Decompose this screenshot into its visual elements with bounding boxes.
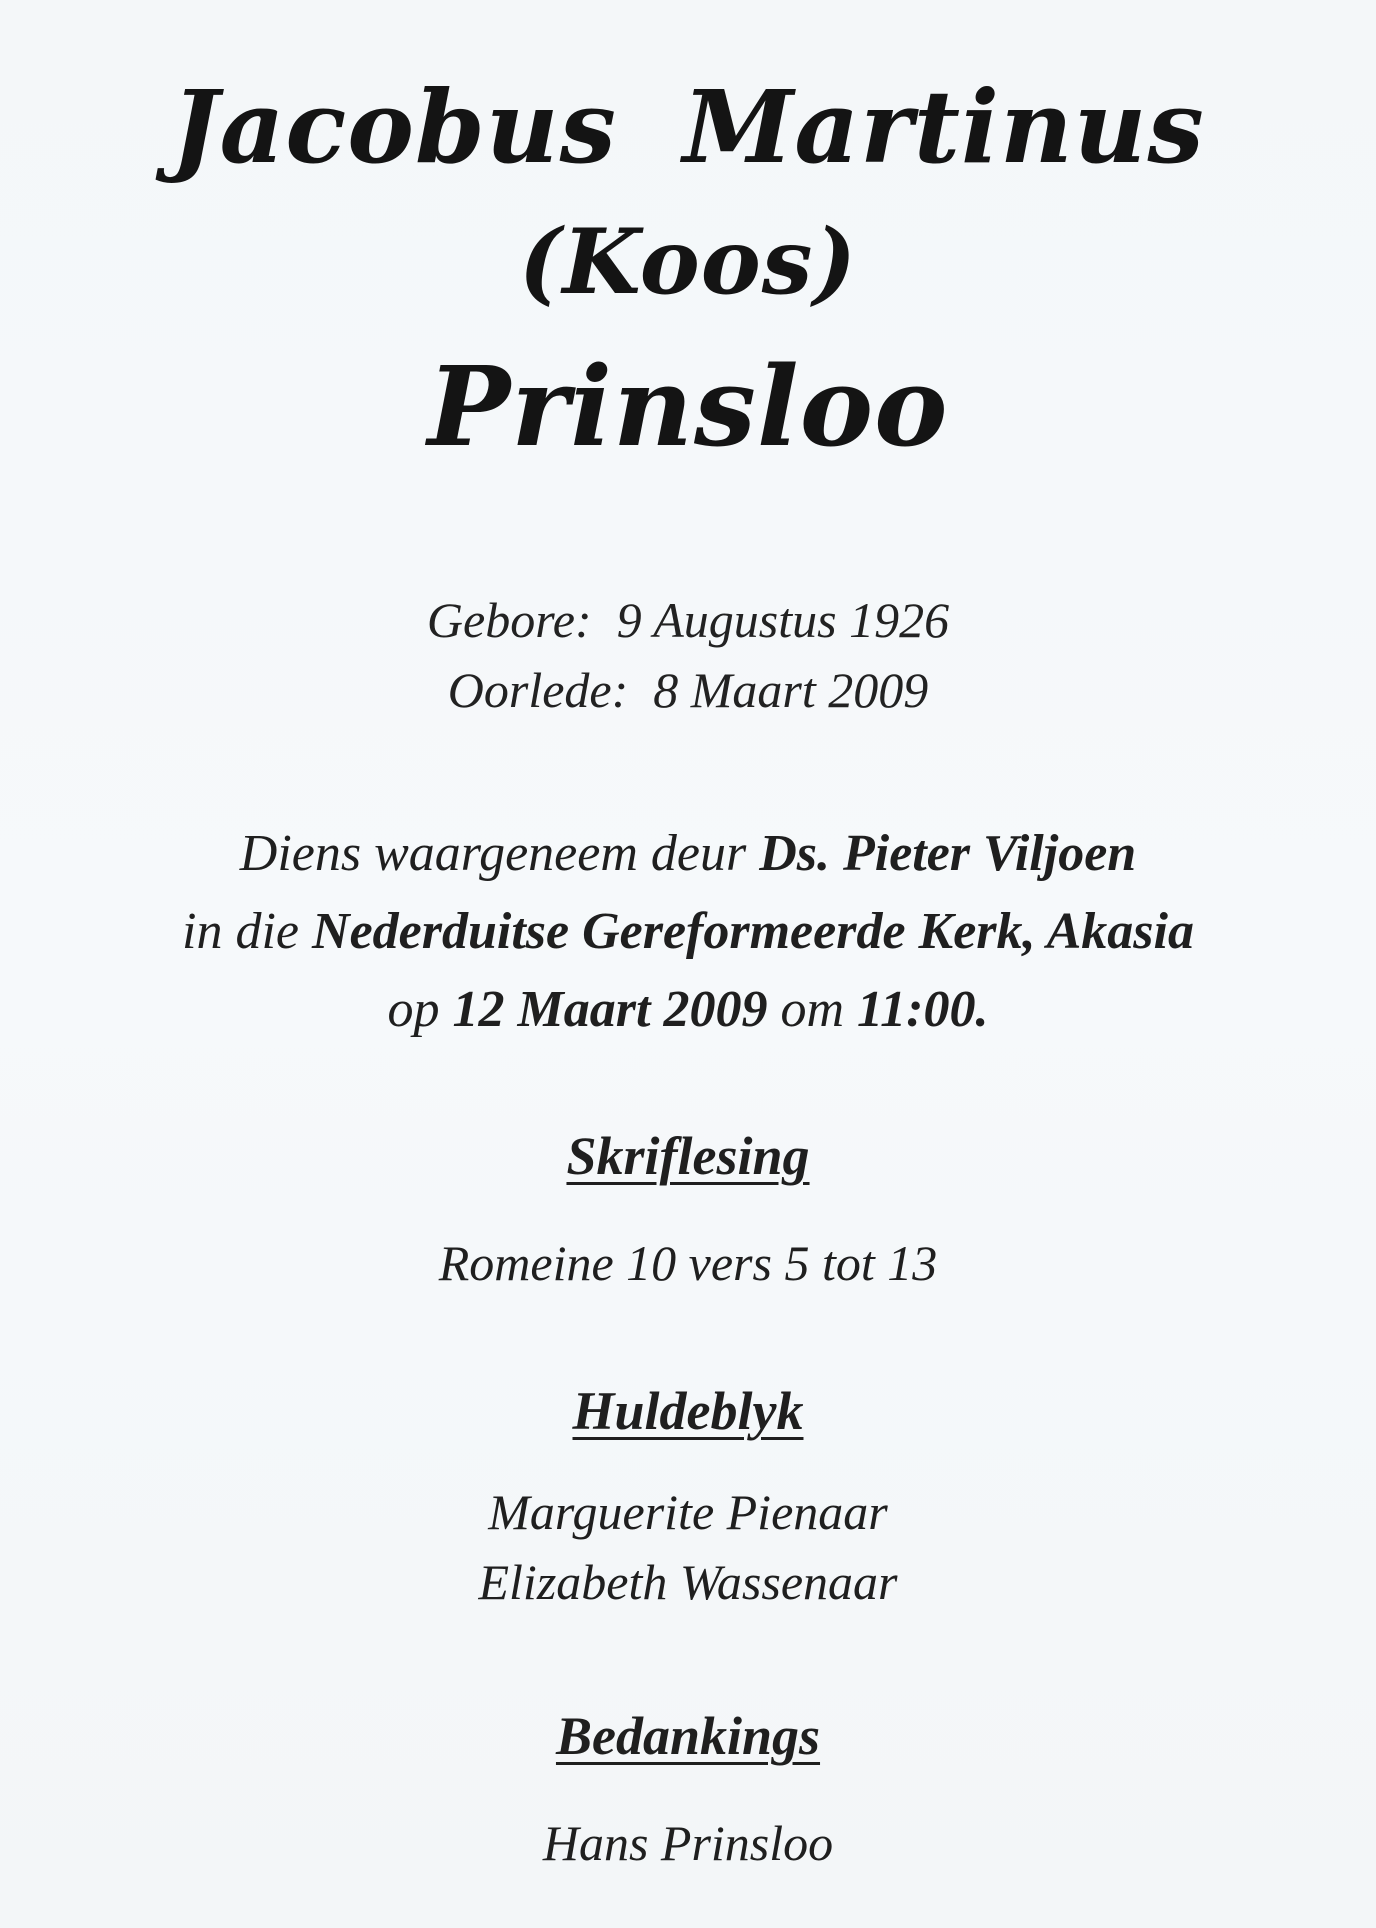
church-name: Nederduitse Gereformeerde Kerk, Akasia [312,903,1194,960]
deceased-surname: Prinsloo [427,342,949,471]
service-line3-mid: om [780,981,845,1038]
service-details [0,815,1376,1049]
deceased-name-block [0,62,1376,482]
life-dates [0,585,1376,725]
thanks-heading: Bedankings [555,1706,821,1766]
tribute-speaker: Marguerite Pienaar [488,1484,888,1540]
thanks-speaker: Hans Prinsloo [542,1815,834,1871]
tribute-section [0,1375,1376,1617]
service-date: 12 Maart 2009 [452,981,768,1038]
service-line1-prefix: Diens waargeneem deur [239,825,747,882]
officiant-name: Ds. Pieter Viljoen [759,825,1137,882]
deceased-first-names: Jacobus Martinus [171,68,1205,186]
born-value: 9 Augustus 1926 [616,592,950,648]
service-line3-prefix: op [387,981,440,1038]
thanks-section [0,1700,1376,1878]
service-line-officiant [0,815,1376,893]
service-line-church [0,893,1376,971]
service-time: 11:00. [857,981,989,1038]
scripture-heading: Skriflesing [566,1126,810,1186]
died-row [0,655,1376,725]
scripture-section [0,1120,1376,1298]
died-label: Oorlede: [447,662,629,718]
service-line2-prefix: in die [182,903,300,960]
scripture-reading: Romeine 10 vers 5 tot 13 [438,1235,938,1291]
tribute-heading: Huldeblyk [572,1381,804,1441]
died-value: 8 Maart 2009 [653,662,929,718]
born-label: Gebore: [426,592,592,648]
tribute-speaker: Elizabeth Wassenaar [478,1554,898,1610]
deceased-nickname: (Koos) [518,209,858,315]
service-line-datetime [0,971,1376,1049]
born-row [0,585,1376,655]
